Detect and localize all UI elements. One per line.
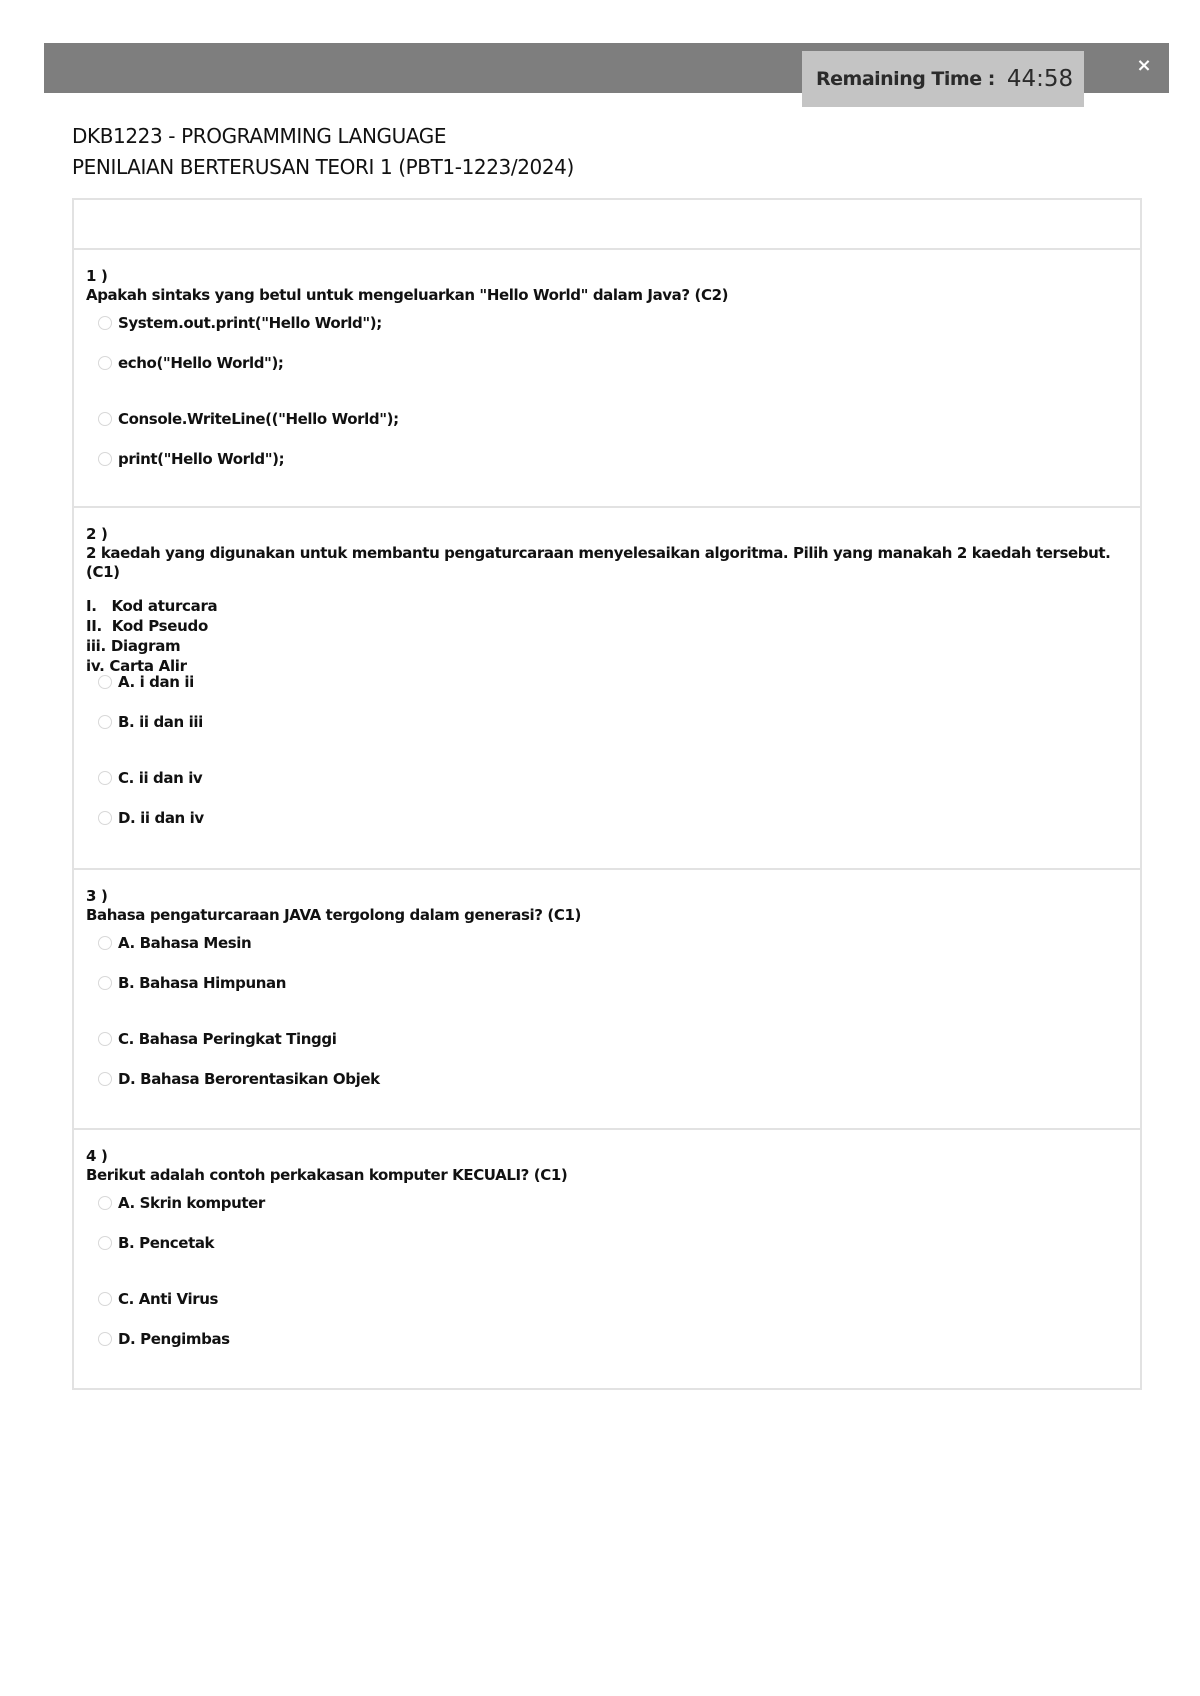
quiz-panel (72, 198, 1142, 1390)
radio-button[interactable] (98, 715, 112, 729)
option-4-4[interactable] (98, 1330, 230, 1348)
option-4-1[interactable] (98, 1194, 265, 1212)
question-text: Apakah sintaks yang betul untuk mengeluarkan "Hello World" dalam Java? (C2) (86, 286, 729, 304)
option-label: C. Anti Virus (118, 1290, 219, 1308)
question-item-list (86, 596, 1128, 676)
assessment-title: PENILAIAN BERTERUSAN TEORI 1 (PBT1-1223/2024) (72, 155, 574, 179)
option-3-2[interactable] (98, 974, 286, 992)
option-label: C. Bahasa Peringkat Tinggi (118, 1030, 337, 1048)
option-4-2[interactable] (98, 1234, 214, 1252)
radio-button[interactable] (98, 675, 112, 689)
question-number: 4 ) (86, 1147, 108, 1165)
option-label: D. Bahasa Berorentasikan Objek (118, 1070, 380, 1088)
radio-button[interactable] (98, 1032, 112, 1046)
option-label: B. Bahasa Himpunan (118, 974, 287, 992)
radio-button[interactable] (98, 1196, 112, 1210)
option-2-3[interactable] (98, 769, 202, 787)
option-3-1[interactable] (98, 934, 251, 952)
radio-button[interactable] (98, 936, 112, 950)
question-number: 3 ) (86, 887, 108, 905)
question-3 (74, 870, 1140, 1130)
question-text: Berikut adalah contoh perkakasan komputer KECUALI? (C1) (86, 1166, 568, 1184)
question-number: 1 ) (86, 267, 108, 285)
remaining-time-box (802, 51, 1084, 107)
option-label: A. Bahasa Mesin (118, 934, 252, 952)
option-label: C. ii dan iv (118, 769, 203, 787)
question-list-item: I. Kod aturcara (86, 597, 218, 615)
radio-button[interactable] (98, 1236, 112, 1250)
question-number: 2 ) (86, 525, 108, 543)
top-bar (44, 43, 1169, 93)
question-1 (74, 250, 1140, 508)
radio-button[interactable] (98, 316, 112, 330)
option-1-1[interactable] (98, 314, 382, 332)
option-label: D. Pengimbas (118, 1330, 230, 1348)
question-2 (74, 508, 1140, 870)
radio-button[interactable] (98, 356, 112, 370)
radio-button[interactable] (98, 976, 112, 990)
option-2-4[interactable] (98, 809, 204, 827)
radio-button[interactable] (98, 1292, 112, 1306)
option-label: Console.WriteLine(("Hello World"); (118, 410, 399, 428)
option-label: echo("Hello World"); (118, 354, 284, 372)
close-icon[interactable]: × (1136, 55, 1152, 76)
quiz-panel-header (74, 200, 1140, 250)
radio-button[interactable] (98, 412, 112, 426)
option-1-4[interactable] (98, 450, 284, 468)
option-2-1[interactable] (98, 673, 194, 691)
option-label: System.out.print("Hello World"); (118, 314, 382, 332)
option-3-4[interactable] (98, 1070, 380, 1088)
radio-button[interactable] (98, 771, 112, 785)
remaining-time-value: 44:58 (1006, 66, 1074, 92)
remaining-time-label: Remaining Time : (816, 68, 995, 90)
option-1-3[interactable] (98, 410, 399, 428)
question-list-item: iv. Carta Alir (86, 657, 187, 675)
option-label: A. Skrin komputer (118, 1194, 265, 1212)
radio-button[interactable] (98, 1072, 112, 1086)
radio-button[interactable] (98, 452, 112, 466)
question-text: 2 kaedah yang digunakan untuk membantu pengaturcaraan menyelesaikan algoritma. Pilih yang manakah 2 kaedah tersebut. (C1) (86, 544, 1111, 581)
option-2-2[interactable] (98, 713, 203, 731)
option-label: print("Hello World"); (118, 450, 285, 468)
radio-button[interactable] (98, 811, 112, 825)
option-3-3[interactable] (98, 1030, 336, 1048)
option-label: A. i dan ii (118, 673, 194, 691)
radio-button[interactable] (98, 1332, 112, 1346)
option-label: B. Pencetak (118, 1234, 215, 1252)
course-title: DKB1223 - PROGRAMMING LANGUAGE (72, 124, 447, 148)
question-list-item: iii. Diagram (86, 637, 181, 655)
option-1-2[interactable] (98, 354, 284, 372)
question-list-item: II. Kod Pseudo (86, 617, 208, 635)
option-label: B. ii dan iii (118, 713, 203, 731)
question-text: Bahasa pengaturcaraan JAVA tergolong dalam generasi? (C1) (86, 906, 581, 924)
option-4-3[interactable] (98, 1290, 218, 1308)
question-4 (74, 1130, 1140, 1388)
option-label: D. ii dan iv (118, 809, 204, 827)
